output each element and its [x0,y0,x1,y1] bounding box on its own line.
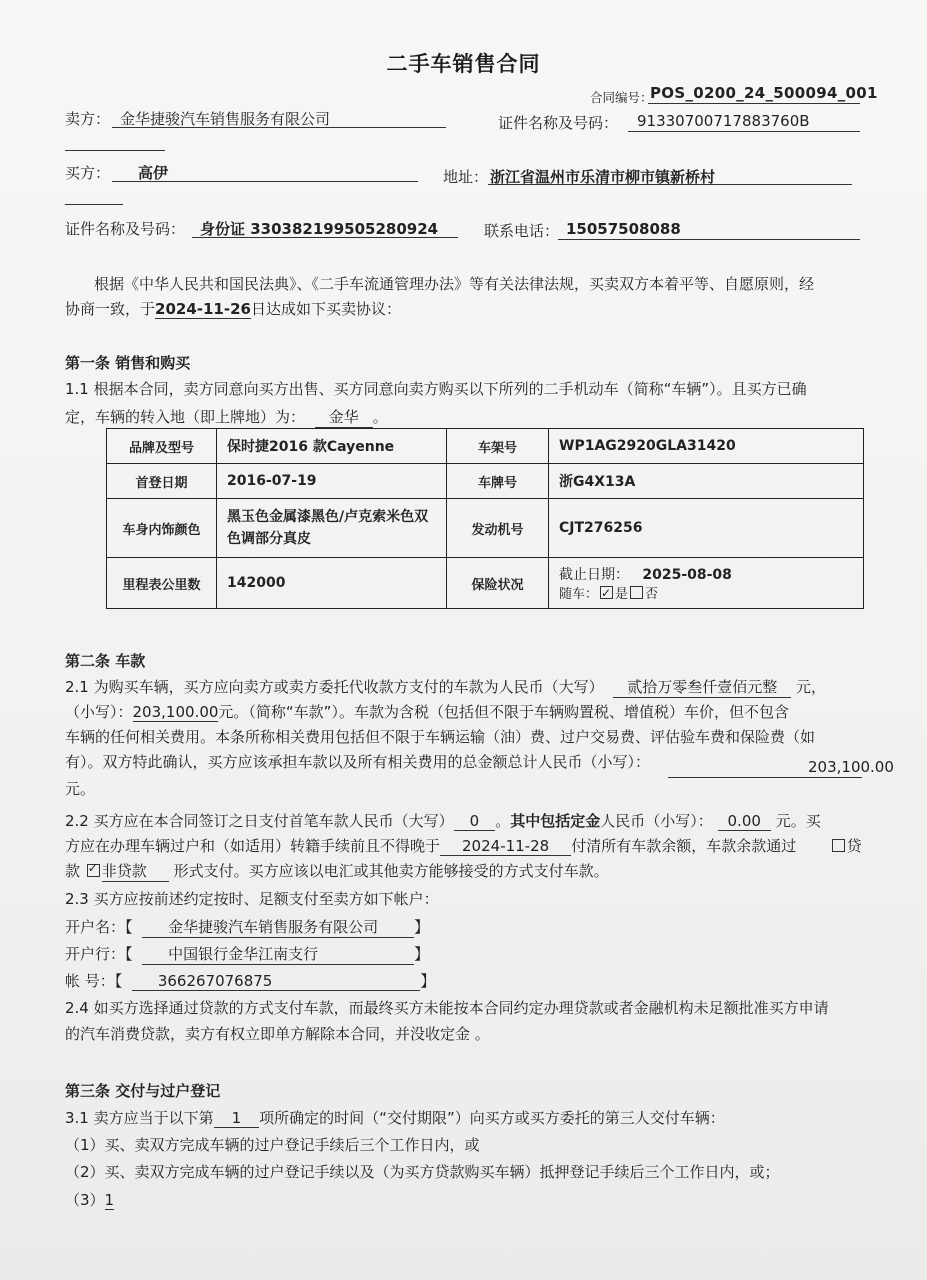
table-row [107,429,864,464]
article2-line8: 款 ✓ 非贷款 形式支付。买方应该以电汇或其他卖方能够接受的方式支付车款。 [65,860,609,882]
insurance-label: 保险状况 [447,558,549,609]
mileage-value: 142000 [217,558,447,609]
insurance-no-checkbox[interactable] [630,586,643,599]
article2-line11: 的汽车消费贷款，卖方有权立即单方解除本合同，并没收定金 。 [65,1025,490,1043]
article2-line7: 方应在办理车辆过户和（如适用）转籍手续前且不得晚于 2024-11-28 付清所有车款余额，车款余款通过 贷 [65,837,862,855]
insurance-cell: 截止日期： 2025-08-08 随车：✓ 是 否 [549,558,864,609]
buyer-address-value: 浙江省温州市乐清市柳市镇新桥村 [490,168,716,186]
buyer-id-value: 身份证 330382199505280924 [200,220,439,238]
buyer-phone-value: 15057508088 [566,220,681,238]
article2-line4: 有）。双方特此确认，买方应该承担车款以及所有相关费用的总金额总计人民币（小写）： [65,753,651,771]
mileage-label: 里程表公里数 [107,558,217,609]
bank-name: 中国银行金华江南支行 [142,943,414,965]
color-value: 黑玉色金属漆黑色/卢克索米色双色调部分真皮 [217,499,447,558]
vin-value: WP1AG2920GLA31420 [549,429,864,464]
article3-line2: （1）买、卖双方完成车辆的过户登记手续后三个工作日内，或 [65,1136,480,1154]
seller-id-value: 91330700717883760B [637,112,810,130]
reg-date-value: 2016-07-19 [217,464,447,499]
article3-line3: （2）买、卖双方完成车辆的过户登记手续以及（为买方贷款购买车辆）抵押登记手续后三个工作日内，或； [65,1163,780,1181]
article1-heading: 第一条 销售和购买 [65,354,191,372]
vehicle-table [106,428,864,609]
preamble-line2: 协商一致，于2024-11-26日达成如下买卖协议： [65,300,401,318]
total-amount: 203,100.00 [808,758,894,776]
plate-value: 浙G4X13A [549,464,864,499]
account-name: 金华捷骏汽车销售服务有限公司 [142,916,414,938]
article2-line5: 元。 [65,780,96,798]
engine-value: CJT276256 [549,499,864,558]
non-loan-label: 非贷款 [102,860,169,882]
down-payment: 0 [454,812,496,831]
buyer-address-label: 地址： [443,168,489,186]
insurance-yes-checkbox[interactable] [600,586,613,599]
buyer-label: 买方： [65,164,111,182]
article2-heading: 第二条 车款 [65,652,146,670]
non-loan-checkbox[interactable] [87,864,100,877]
article2-line6: 2.2 买方应在本合同签订之日支付首笔车款人民币（大写） 0 。其中包括定金人民币（小写）： 0.00 元。买 [65,812,821,830]
article3-line4: （3）1 [65,1191,115,1209]
delivery-option: 1 [214,1109,260,1128]
brand-value: 保时捷2016 款Cayenne [217,429,447,464]
contract-no-value: POS_0200_24_500094_001 [650,84,878,102]
deposit-amount: 0.00 [718,812,771,831]
buyer-phone-label: 联系电话： [484,222,560,240]
seller-label: 卖方： [65,110,111,128]
article2-line3: 车辆的任何相关费用。本条所称相关费用包括但不限于车辆运输（油）费、过户交易费、评估验车费和保险费（如 [65,728,816,746]
page-title: 二手车销售合同 [386,52,541,76]
article2-line1: 2.1 为购买车辆，买方应向卖方或卖方委托代收款方支付的车款为人民币（大写） 贰拾万零叁仟壹佰元整 元， [65,678,826,696]
bank-row: 开户行：【 中国银行金华江南支行 】 [65,945,430,963]
plate-label: 车牌号 [447,464,549,499]
article2-line9: 2.3 买方应按前述约定按时、足额支付至卖方如下帐户： [65,890,439,908]
table-row [107,558,864,609]
seller-name: 金华捷骏汽车销售服务有限公司 [120,110,331,128]
table-row [107,499,864,558]
vin-label: 车架号 [447,429,549,464]
article3-line1: 3.1 卖方应当于以下第 1 项所确定的时间（“交付期限”）向买方或买方委托的第三人交付车辆： [65,1109,725,1127]
table-row [107,464,864,499]
color-label: 车身内饰颜色 [107,499,217,558]
agreement-date: 2024-11-26 [155,300,251,318]
preamble-line1: 根据《中华人民共和国民法典》、《二手车流通管理办法》等有关法律法规，买卖双方本着平等、自愿原则，经 [94,275,815,293]
article1-line2: 定，车辆的转入地（即上牌地）为： 金华 。 [65,408,388,426]
buyer-name: 高伊 [138,164,169,182]
insurance-expiry: 2025-08-08 [642,567,732,583]
reg-date-label: 首登日期 [107,464,217,499]
brand-label: 品牌及型号 [107,429,217,464]
buyer-id-label: 证件名称及号码： [65,220,186,238]
article2-line2: （小写）：203,100.00元。（简称“车款”）。车款为含税（包括但不限于车辆购置税、增值税）车价，但不包含 [65,703,789,721]
registration-place: 金华 [315,406,373,428]
engine-label: 发动机号 [447,499,549,558]
amount-number: 203,100.00 [132,703,219,721]
account-no-row: 帐 号：【 366267076875 】 [65,972,436,990]
account-number: 366267076875 [132,972,421,991]
article2-line10: 2.4 如买方选择通过贷款的方式支付车款，而最终买方未能按本合同约定办理贷款或者金融机构未足额批准买方申请 [65,999,829,1017]
due-date: 2024-11-28 [440,837,571,856]
seller-id-label: 证件名称及号码： [498,114,619,132]
loan-checkbox[interactable] [832,839,845,852]
option3-value: 1 [104,1191,115,1209]
article3-heading: 第三条 交付与过户登记 [65,1082,221,1100]
amount-chinese: 贰拾万零叁仟壹佰元整 [613,676,791,698]
account-name-row: 开户名：【 金华捷骏汽车销售服务有限公司 】 [65,918,430,936]
article1-line1: 1.1 根据本合同，卖方同意向买方出售、买方同意向卖方购买以下所列的二手机动车（简称“车辆”）。且买方已确 [65,380,807,398]
contract-no-label: 合同编号： [590,90,653,105]
